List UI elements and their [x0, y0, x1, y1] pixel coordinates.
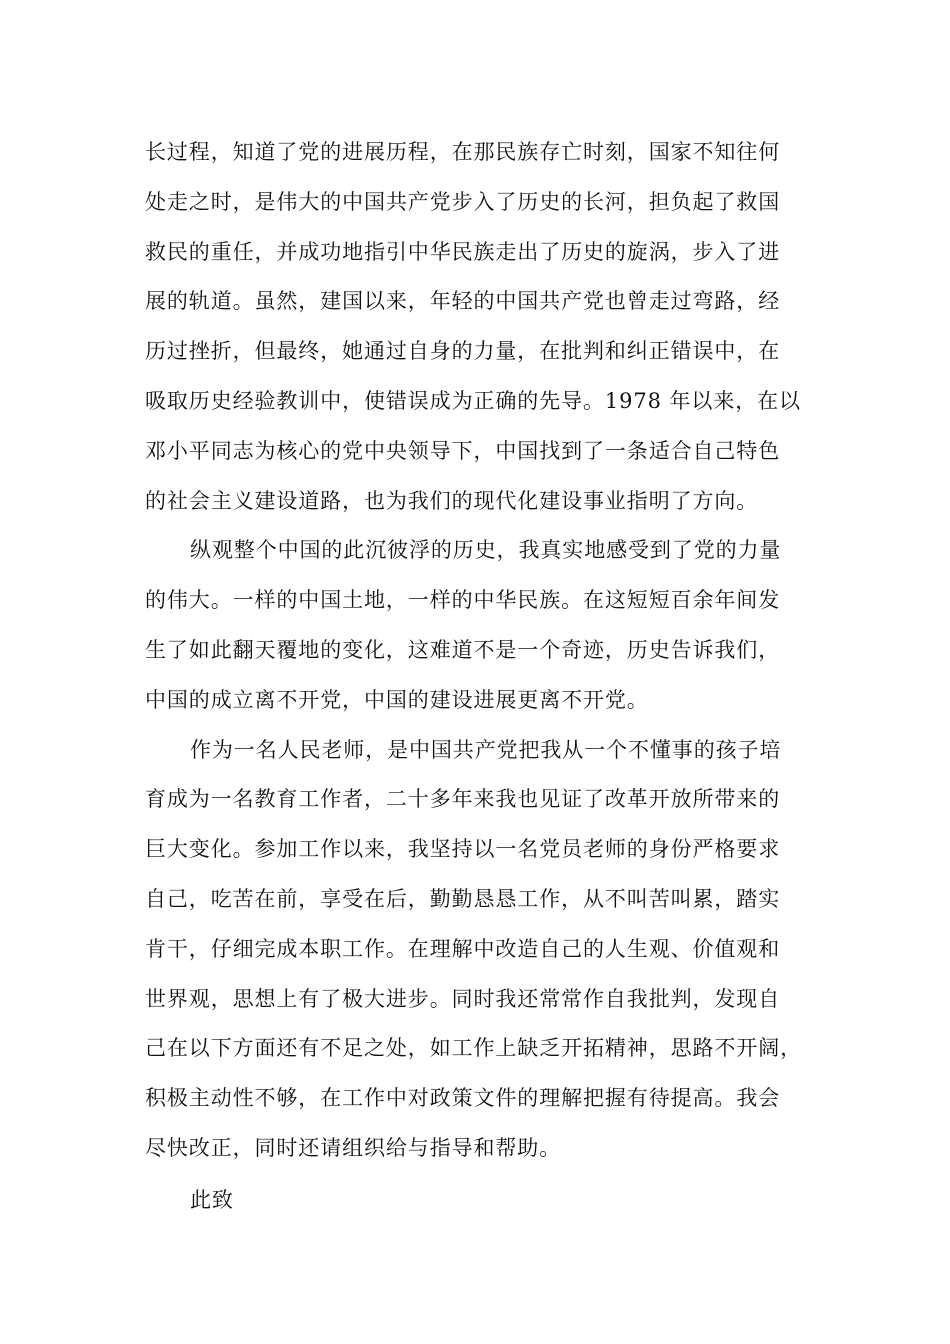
text-line: 作为一名人民老师，是中国共产党把我从一个不懂事的孩子培: [190, 737, 782, 762]
text-line: 巨大变化。参加工作以来，我坚持以一名党员老师的身份严格要求: [145, 837, 781, 862]
text-line: 长过程，知道了党的进展历程，在那民族存亡时刻，国家不知往何: [145, 140, 781, 164]
text-line: 救民的重任，并成功地指引中华民族走出了历史的旋涡，步入了进: [145, 239, 781, 264]
text-line: 中国的成立离不开党，中国的建设进展更离不开党。: [145, 687, 649, 712]
text-line: 吸取历史经验教训中，使错误成为正确的先导。1978 年以来，在以: [145, 389, 801, 413]
text-line: 纵观整个中国的此沉彼浮的历史，我真实地感受到了党的力量: [190, 538, 782, 563]
text-line: 展的轨道。虽然，建国以来，年轻的中国共产党也曾走过弯路，经: [145, 289, 781, 314]
text-line: 邓小平同志为核心的党中央领导下，中国找到了一条适合自己特色: [145, 438, 781, 463]
text-line: 世界观，思想上有了极大进步。同时我还常常作自我批判，发现自: [145, 986, 781, 1011]
text-line: 肯干，仔细完成本职工作。在理解中改造自己的人生观、价值观和: [145, 936, 781, 961]
text-line: 育成为一名教育工作者，二十多年来我也见证了改革开放所带来的: [145, 787, 781, 812]
text-line: 积极主动性不够，在工作中对政策文件的理解把握有待提高。我会: [145, 1086, 781, 1111]
text-line: 自己，吃苦在前，享受在后，勤勤恳恳工作，从不叫苦叫累，踏实: [145, 887, 781, 911]
text-line: 的社会主义建设道路，也为我们的现代化建设事业指明了方向。: [145, 488, 759, 513]
text-line: 生了如此翻天覆地的变化，这难道不是一个奇迹，历史告诉我们，: [145, 638, 781, 662]
text-line: 此致: [190, 1187, 234, 1212]
text-line: 己在以下方面还有不足之处，如工作上缺乏开拓精神，思路不开阔，: [145, 1036, 802, 1061]
text-line: 历过挫折，但最终，她通过自身的力量，在批判和纠正错误中，在: [145, 339, 781, 364]
text-line: 的伟大。一样的中国土地，一样的中华民族。在这短短百余年间发: [145, 588, 781, 613]
text-line: 尽快改正，同时还请组织给与指导和帮助。: [145, 1136, 562, 1160]
text-line: 处走之时，是伟大的中国共产党步入了历史的长河，担负起了救国: [145, 189, 781, 214]
